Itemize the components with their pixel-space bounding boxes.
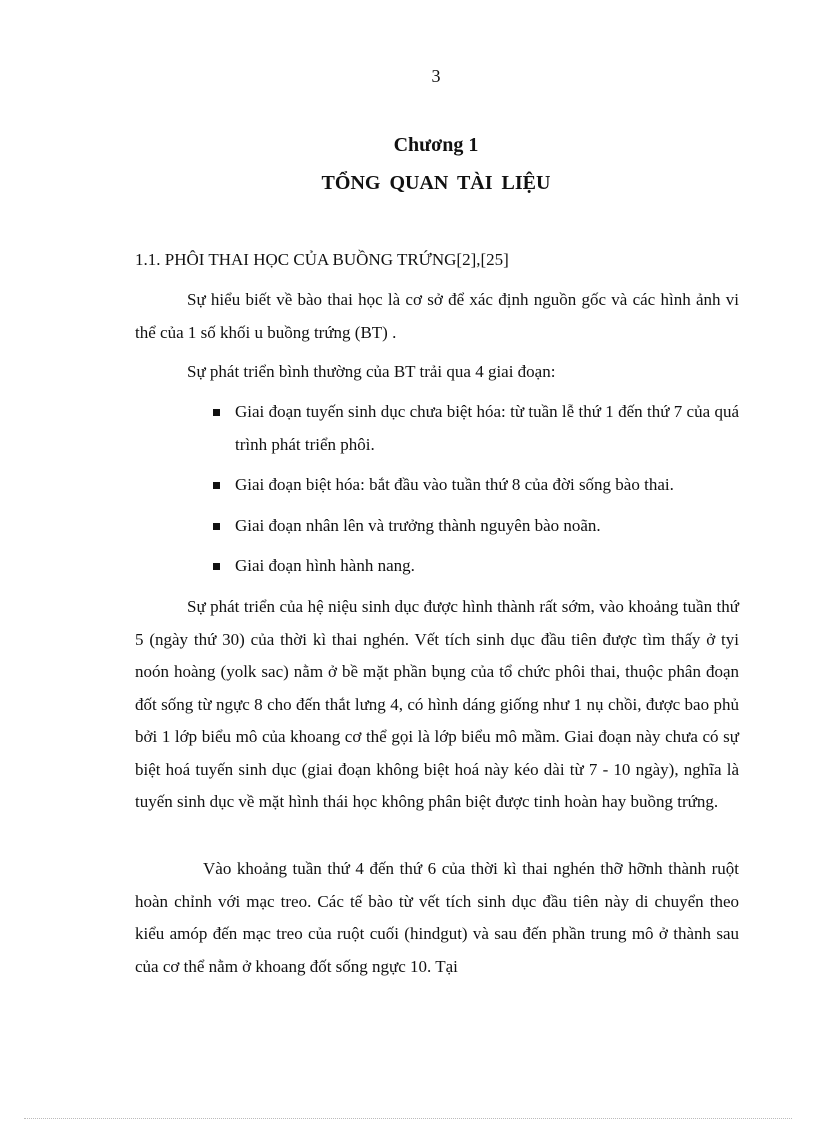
list-item-text: Giai đoạn hình hành nang. [235, 556, 415, 575]
list-item [213, 510, 739, 543]
stage-list [213, 550, 739, 583]
page-number: 3 [431, 66, 441, 86]
page-footer-rule [24, 1118, 792, 1119]
paragraph-migration: Vào khoảng tuần thứ 4 đến thứ 6 của thời kì thai nghén thỡ hỡnh thành ruột hoàn chỉnh với mạc treo. Các tế bào từ vết tích sinh dục đầu tiên này di chuyển theo kiểu amóp đến mạc treo của ruột cuối (hindgut) và sau đến phần trung mô ở thành sau của cơ thể nằm ở khoang đốt sống ngực 10. Tại [135, 859, 739, 976]
list-item-text: Giai đoạn biệt hóa: bắt đầu vào tuần thứ 8 của đời sống bào thai. [235, 475, 674, 494]
paragraph-stages-lead: Sự phát triển bình thường của BT trải qua 4 giai đoạn: [187, 362, 556, 381]
list-item-text: Giai đoạn tuyến sinh dục chưa biệt hóa: từ tuần lễ thứ 1 đến thứ 7 của quá trình phát triển phôi. [235, 402, 739, 454]
list-item [213, 396, 739, 461]
stage-list [213, 510, 739, 543]
list-item-text: Giai đoạn nhân lên và trưởng thành nguyên bào noãn. [235, 516, 601, 535]
section-heading: 1.1. PHÔI THAI HỌC CỦA BUỒNG TRỨNG[2],[25] [135, 250, 509, 269]
chapter-title: TỔNG QUAN TÀI LIỆU [321, 172, 551, 194]
stage-list [213, 396, 739, 461]
list-item [213, 469, 739, 502]
square-bullet-icon [213, 482, 220, 489]
square-bullet-icon [213, 409, 220, 416]
square-bullet-icon [213, 523, 220, 530]
paragraph-development: Sự phát triển của hệ niệu sinh dục được hình thành rất sớm, vào khoảng tuần thứ 5 (ngày thứ 30) của thời kì thai nghén. Vết tích sinh dục đầu tiên được tìm thấy ở tyi noón hoàng (yolk sac) nằm ở bề mặt phần bụng của tổ chức phôi thai, thuộc phân đoạn đốt sống từ ngực 8 cho đến thắt lưng 4, có hình dáng giống như 1 nụ chồi, được bao phủ bởi 1 lớp biểu mô của khoang cơ thể gọi là lớp biểu mô mầm. Giai đoạn này chưa có sự biệt hoá tuyến sinh dục (giai đoạn không biệt hoá này kéo dài từ 7 - 10 ngày), nghĩa là tuyến sinh dục về mặt hình thái học không phân biệt được tinh hoàn hay buồng trứng. [135, 597, 739, 811]
paragraph-intro: Sự hiểu biết về bào thai học là cơ sở để xác định nguồn gốc và các hình ảnh vi thể của 1 số khối u buồng trứng (BT) . [135, 290, 739, 342]
list-item [213, 550, 739, 583]
stage-list [213, 469, 739, 502]
chapter-label: Chương 1 [393, 134, 479, 156]
square-bullet-icon [213, 563, 220, 570]
